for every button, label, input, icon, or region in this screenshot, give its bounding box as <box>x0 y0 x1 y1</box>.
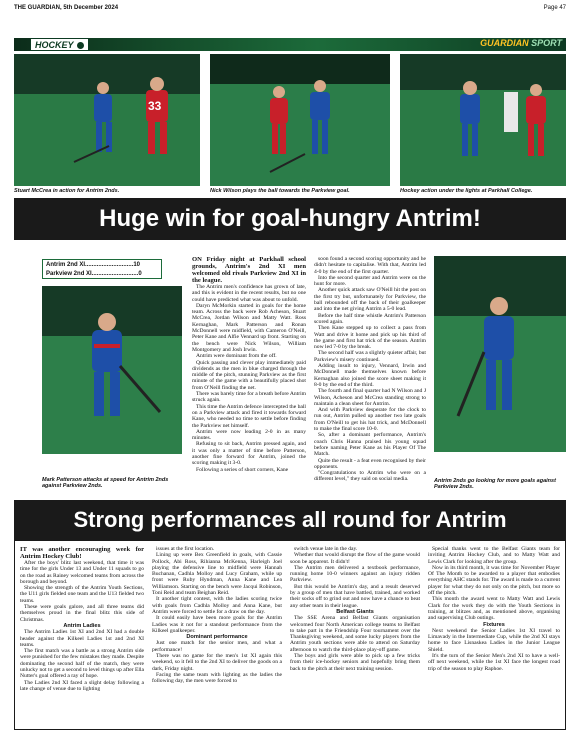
paragraph: The SSE Arena and Belfast Giants organisation welcomed four North American college teams to Belfast to take part in the Friendship Four tournament over the Thanksgiving weekend, and some lucky players from the Antrim youth sections were able to attend on Saturday afternoon to watch the third-place play-off game. <box>290 615 420 653</box>
paragraph: After the boys' blitz last weekend, that time it was time for the girls Under 13 and Under 11 squads to go on the road as Rainey welcomed teams from across the borough and beyond. <box>20 560 144 585</box>
caption-patterson: Mark Patterson attacks at speed for Antrim 2nds against Parkview 2nds. <box>42 477 169 489</box>
paragraph: The fourth and final quarter had N Wilson and J Wilson, Acheson and McCrea standing strong to maintain a clean sheet for Antrim. <box>314 388 426 407</box>
paragraph: And with Parkview desperate for the clock to run out, Antrim pulled up another two late goals from O'Neill to get his hat trick, and McDonnell to make the final score 10-0. <box>314 407 426 433</box>
paragraph: Whether that would disrupt the flow of the game would soon be apparent. It didn't! <box>290 552 420 565</box>
hockey-section-tag <box>30 38 89 51</box>
hockey-ball-icon <box>77 42 84 49</box>
score-away: Parkview 2nd XI............................0 <box>46 271 142 277</box>
paragraph: Into the second quarter and Antrim were on the hunt for more. <box>314 274 426 288</box>
guardian-sport-logo <box>480 38 562 51</box>
caption-more-goals: Antrim 2nds go looking for more goals against Parkview 2nds. <box>434 478 556 490</box>
photo-more-goals <box>434 256 566 452</box>
article2-column-2 <box>152 546 282 726</box>
brand-label: GUARDIAN <box>480 38 529 48</box>
score-box <box>42 259 162 279</box>
subheading: Fixtures <box>483 621 505 628</box>
headline-strong-performances: Strong performances all round for Antrim <box>14 500 566 540</box>
paragraph: Adding insult to injury, Vennard, Irwin and McDonnell made themselves known before Kernaghan also joined the score sheet making it 8-0 by the end of the third. <box>314 363 426 388</box>
photo-patterson <box>42 286 182 454</box>
paragraph: It another tight contest, with the ladies scoring twice with goals from Cadhla Molloy and Anna Kane, but Antrim were forced to settle for a draw on the day. <box>152 596 282 615</box>
paragraph: ON Friday night at Parkhall school grounds, Antrim's 2nd XI men welcomed old rivals Parkview 2nd XI in the league. <box>192 256 306 284</box>
paragraph: Refusing to sit back, Antrim pressed again, and it was only a matter of time before Patterson, another fine forward for Antrim, joined the scoring making it 3-0. <box>192 441 306 467</box>
article1-column-2 <box>314 256 426 496</box>
shirt-number: 33 <box>148 99 162 113</box>
paragraph: Another quick attack saw O'Neill hit the post on the first try but, unfortunately for Parkview, the ball rebounded off the back of their goalkeeper and into the net giving Antrim a 5-0 lead. <box>314 287 426 313</box>
paragraph: The second half was a slightly quieter affair, but Parkview's misery continued. <box>314 350 426 363</box>
subheading: Belfast Giants <box>336 608 374 615</box>
paragraph: So, after a dominant performance, Antrim's coach Chris Hanna praised his young squad before naming Peter Kane as his Player Of The Match. <box>314 432 426 458</box>
article2-column-1 <box>20 546 144 726</box>
paragraph: Next weekend the Senior Ladies 1st XI travel to Limavady in the Intermediate Cup, while the 2nd XI stays home to face Lisnaskea Ladies in the Junior League Shield. <box>428 627 560 653</box>
paragraph: But this would be Antrim's day, and a result deserved by a group of men that have battled, trained, and worked their socks off to grind out and now have a chance to beat any other team in their league. <box>290 583 420 609</box>
paragraph: The boys and girls were able to pick up a few tricks from their ice-hockey seniors and hopefully bring them back to the pitch at their next training session. <box>290 653 420 672</box>
subheading: Dominant performance <box>186 634 248 641</box>
masthead <box>14 5 566 15</box>
section-label: HOCKEY <box>35 40 74 50</box>
paragraph: Just one match for the senior men, and what a performance! <box>152 640 282 653</box>
paragraph: Before the half time whistle Antrim's Patterson scored again. <box>314 312 426 325</box>
paragraph: The Antrim men's confidence has grown of late, and this is evident in the recent results, but no one could have predicted what was about to unfold. <box>192 284 306 303</box>
paragraph: soon found a second scoring opportunity and he didn't hesitate to capitalise. With that, Antrim led 4-0 by the end of the first quarter. <box>314 256 426 275</box>
paragraph: "Congratulations to Antrim who were on a different level," they said on social media. <box>314 470 426 483</box>
paragraph: The Ladies 2nd XI faced a slight delay following a late change of venue due to lighting <box>20 679 144 692</box>
paragraph: Quite the result - a feat even recognised by their opponents. <box>314 457 426 470</box>
paragraph: Antrim were now leading 2-0 in as many minutes. <box>192 428 306 442</box>
caption-wilson: Nick Wilson plays the ball towards the Parkview goal. <box>210 188 350 194</box>
photo-mccrea <box>14 54 200 186</box>
paragraph: There was no game for the men's 1st XI again this weekend, so it fell to the 2nd XI to deliver the goods on a dark, Friday night. <box>152 653 282 672</box>
paragraph: Special thanks went to the Belfast Giants team for inviting Antrim Hockey Club, and to Matty Watt and Lewis Clark for looking after the group. <box>428 546 560 565</box>
photo-lights <box>400 54 566 186</box>
headline-huge-win: Huge win for goal-hungry Antrim! <box>14 198 566 240</box>
paragraph: The first match was a battle as a strong Antrim side were punished for the few mistakes they made. Despite dominating the second half of the match, they were unlucky not to get a second to level things up after Ella Nutter's goal offered a ray of hope. <box>20 648 144 680</box>
caption-mccrea: Stuart McCrea in action for Antrim 2nds. <box>14 188 120 194</box>
subheading: Antrim Ladies <box>63 622 101 629</box>
page-number: Page 47 <box>543 5 566 11</box>
paragraph: This month the award went to Matty Watt and Lewis Clark for the work they do with the Youth Sections in training, at blitzes and, as mentioned above, organising and supervising Club outings. <box>428 596 560 622</box>
paragraph: Quick passing and clever play immediately paid dividends as the men in blue charged through the middle of the pitch, stunning Parkview as the first minute of the game with a beautifully placed shot from O'Neill finding the net. <box>192 359 306 391</box>
paragraph: These were goals galore, and all three teams did themselves proud in the final blitz this side of Christmas. <box>20 604 144 623</box>
paragraph: Facing the same team with lighting as the ladies the following day, the men were forced to <box>152 671 282 685</box>
paragraph: Antrim were dominant from the off. <box>196 353 277 360</box>
paragraph: This time the Antrim defence intercepted the ball on a Parkview attack and fired it towards forward Kane, who needed no time to settle before finding the Parkview net himself. <box>192 403 306 429</box>
paragraph: Daryn McMorkin started in goals for the home team. Across the back were Rob Acheson, Stuart McCrea, Jordan Wilson and Matty Watt. Ross Kernaghan, Mark Patterson and Ronan McDonnell were midfield, with Cameron O'Neill, Peter Kane and Alfie Vennard up front. Starting on the bench were Nick Wilson, William Montgomery and Josh Irwin. <box>192 302 306 353</box>
article2-column-3 <box>290 546 420 726</box>
paragraph: Following a series of short corners, Kane <box>196 466 289 473</box>
photo-wilson <box>210 54 390 186</box>
paper-date: THE GUARDIAN, 5th December 2024 <box>14 5 119 11</box>
article1-column-1 <box>192 256 306 496</box>
paragraph: Lining up were Bex Greenfield in goals, with Cassie Pollock, Abi Ross, Rihianna McKenna, Harleigh Joel playing the defensive line to midfield were Hannah Buchanan, Cadhla Molloy and Lucy Graham, while up front were Ruby Hyndman, Anna Kane and Lea Williamson. Starting on the bench were Jacqui Robinson, Toni Reid and team Beighan Reid. <box>152 552 282 597</box>
paragraph: The Antrim men delivered a textbook performance, running home 10-0 winners against an injury ridden Parkview. <box>290 564 420 584</box>
paragraph: The Antrim Ladies 1st XI and 2nd XI had a double header against the Kilkeel Ladies 1st and 2nd XI teams. <box>20 629 144 648</box>
paragraph: It could easily have been more goals for the Antrim Ladies was it not for a standout performance from the Kilkeel goalkeeper. <box>152 615 282 634</box>
paragraph: Then Kane stepped up to collect a pass from Watt and drive it home and pick up his third of the game and first hat trick of the season. Antrim now led 7-0 by the break. <box>314 325 426 351</box>
article2-column-4 <box>428 546 560 726</box>
sport-label: SPORT <box>531 38 562 48</box>
paragraph: IT was another encouraging week for Antrim Hockey Club! <box>20 546 144 560</box>
paragraph: issues at the first location. <box>156 546 215 552</box>
paragraph: switch venue late in the day. <box>294 546 358 552</box>
paragraph: There was barely time for a breath before Antrim struck again. <box>192 391 306 404</box>
paragraph: Showing the strength of the Antrim Youth Sections, the U11 girls fielded one team and the U13 fielded two teams. <box>20 585 144 604</box>
paragraph: It's the turn of the Senior Men's 2nd XI to have a well-off next weekend, while the 1st XI face the longest road trip of the season to play Raphoe. <box>428 653 560 672</box>
paragraph: Now in its third month, it was time for November Player Of The Month to be awarded to a player that embodies everything AHC stands for. The award is made to a current player for what they do not only on the pitch, but more so off the pitch. <box>428 564 560 597</box>
caption-lights: Hockey action under the lights at Parkhall College. <box>400 188 533 194</box>
score-home: Antrim 2nd XI.............................10 <box>46 262 141 268</box>
